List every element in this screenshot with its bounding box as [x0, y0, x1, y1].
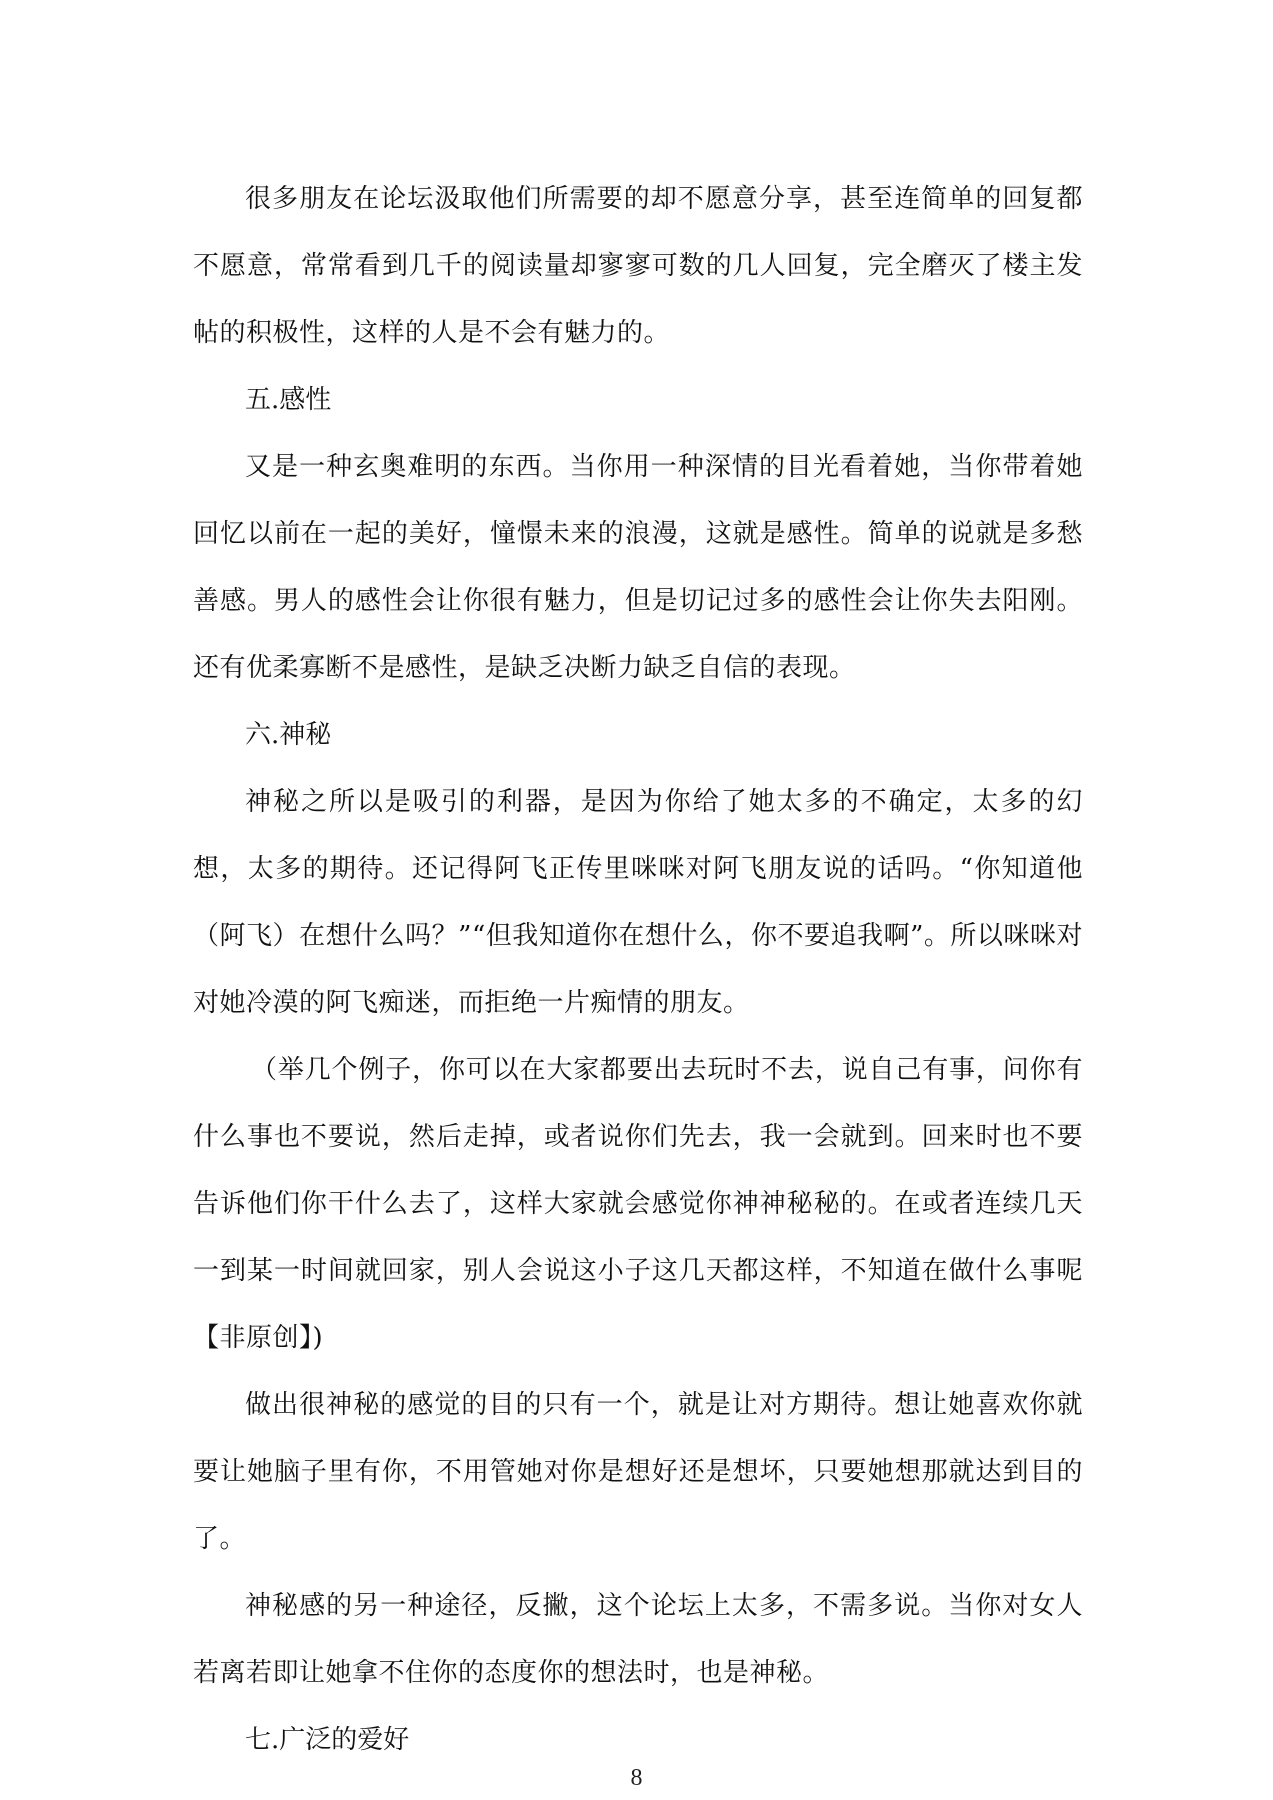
paragraph-mystery-purpose: 做出很神秘的感觉的目的只有一个，就是让对方期待。想让她喜欢你就要让她脑子里有你，不用管她对你是想好还是想坏，只要她想那就达到目的了。	[193, 1390, 1083, 1554]
section-heading-hobbies: 七.广泛的爱好	[245, 1725, 410, 1755]
section-heading-sensibility: 五.感性	[245, 385, 332, 415]
paragraph-mystery: 神秘之所以是吸引的利器，是因为你给了她太多的不确定，太多的幻想，太多的期待。还记得阿飞正传里咪咪对阿飞朋友说的话吗。“你知道他（阿飞）在想什么吗？”“但我知道你在想什么，你不要追我啊”。所以咪咪对对她冷漠的阿飞痴迷，而拒绝一片痴情的朋友。	[193, 787, 1083, 1018]
paragraph-sensibility: 又是一种玄奥难明的东西。当你用一种深情的目光看着她，当你带着她回忆以前在一起的美好，憧憬未来的浪漫，这就是感性。简单的说就是多愁善感。男人的感性会让你很有魅力，但是切记过多的感性会让你失去阳刚。还有优柔寡断不是感性，是缺乏决断力缺乏自信的表现。	[193, 452, 1083, 683]
page-number: 8	[630, 1765, 643, 1791]
paragraph-mystery-method: 神秘感的另一种途径，反撇，这个论坛上太多，不需多说。当你对女人若离若即让她拿不住你的态度你的想法时，也是神秘。	[193, 1591, 1083, 1688]
paragraph-forum-sharing: 很多朋友在论坛汲取他们所需要的却不愿意分享，甚至连简单的回复都不愿意，常常看到几千的阅读量却寥寥可数的几人回复，完全磨灭了楼主发帖的积极性，这样的人是不会有魅力的。	[193, 184, 1083, 348]
page-body	[193, 166, 1083, 1774]
paragraph-mystery-examples: （举几个例子，你可以在大家都要出去玩时不去，说自己有事，问你有什么事也不要说，然后走掉，或者说你们先去，我一会就到。回来时也不要告诉他们你干什么去了，这样大家就会感觉你神神秘秘的。在或者连续几天一到某一时间就回家，别人会说这小子这几天都这样，不知道在做什么事呢【非原创】)	[193, 1055, 1083, 1353]
section-heading-mystery: 六.神秘	[245, 720, 332, 750]
